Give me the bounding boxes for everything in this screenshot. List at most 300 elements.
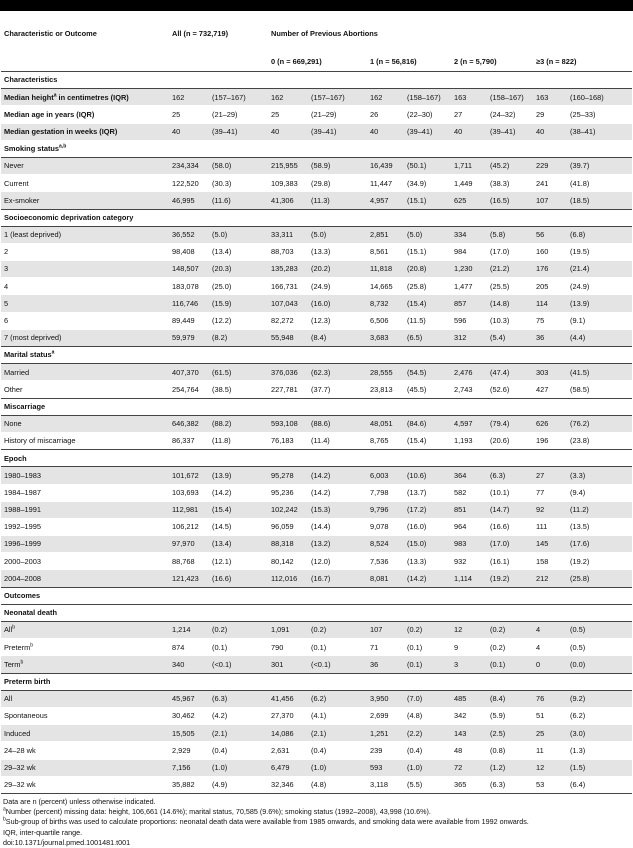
- percent-cell: (0.4): [209, 742, 268, 759]
- percent-cell: (11.8): [209, 432, 268, 449]
- percent-cell: (2.5): [487, 725, 533, 742]
- count-cell: 40: [268, 123, 308, 140]
- count-cell: 4: [533, 639, 567, 656]
- percent-cell: (5.8): [487, 226, 533, 243]
- count-cell: 143: [451, 725, 487, 742]
- percent-cell: (14.7): [487, 501, 533, 518]
- percent-cell: (17.2): [404, 501, 451, 518]
- percent-cell: (<0.1): [209, 656, 268, 673]
- percent-cell: (39–41): [404, 123, 451, 140]
- count-cell: 101,672: [169, 467, 209, 484]
- row-label-text: 6: [4, 316, 9, 326]
- count-cell: 163: [451, 89, 487, 106]
- percent-cell: (0.2): [308, 622, 367, 639]
- count-cell: 36,552: [169, 226, 209, 243]
- count-cell: 6,003: [367, 467, 404, 484]
- row-label: [1, 467, 169, 484]
- row-label-text: 2004–2008: [4, 573, 41, 583]
- footnotes: [0, 794, 633, 848]
- table-row: [1, 261, 632, 278]
- footnote-marker: a,b: [59, 143, 67, 150]
- count-cell: 35,882: [169, 776, 209, 793]
- table-row: [1, 175, 632, 192]
- count-cell: 8,765: [367, 432, 404, 449]
- count-cell: 229: [533, 157, 567, 174]
- row-label-text: Married: [4, 367, 30, 377]
- section-label: Preterm birth: [4, 676, 51, 686]
- percent-cell: (22–30): [404, 106, 451, 123]
- percent-cell: (6.3): [487, 467, 533, 484]
- percent-cell: (0.2): [487, 622, 533, 639]
- table-row: [1, 226, 632, 243]
- count-cell: 77: [533, 484, 567, 501]
- percent-cell: (2.1): [209, 725, 268, 742]
- footnote-marker: a: [53, 92, 57, 99]
- header-characteristic: Characteristic or Outcome: [4, 29, 97, 39]
- percent-cell: (50.1): [404, 157, 451, 174]
- percent-cell: (1.3): [567, 742, 632, 759]
- percent-cell: (6.5): [404, 329, 451, 346]
- count-cell: 102,242: [268, 501, 308, 518]
- count-cell: 301: [268, 656, 308, 673]
- count-cell: 874: [169, 639, 209, 656]
- count-cell: 107: [533, 192, 567, 209]
- section-title: [1, 72, 632, 89]
- percent-cell: (11.5): [404, 312, 451, 329]
- section-row: [1, 673, 632, 690]
- percent-cell: (16.0): [308, 295, 367, 312]
- table-row: [1, 432, 632, 449]
- row-label-text: Current: [4, 178, 29, 188]
- count-cell: 964: [451, 518, 487, 535]
- table-row: [1, 536, 632, 553]
- count-cell: 2,699: [367, 707, 404, 724]
- row-label-text: 2: [4, 247, 9, 257]
- percent-cell: (19.2): [567, 553, 632, 570]
- count-cell: 112,016: [268, 570, 308, 587]
- row-label: [1, 192, 169, 209]
- percent-cell: (15.0): [404, 536, 451, 553]
- percent-cell: (4.8): [308, 776, 367, 793]
- table-row: [1, 157, 632, 174]
- percent-cell: (17.6): [567, 536, 632, 553]
- count-cell: 9: [451, 639, 487, 656]
- percent-cell: (1.0): [308, 759, 367, 776]
- count-cell: 984: [451, 243, 487, 260]
- row-label: [1, 89, 169, 106]
- percent-cell: (<0.1): [308, 656, 367, 673]
- count-cell: 1,193: [451, 432, 487, 449]
- percent-cell: (0.0): [567, 656, 632, 673]
- percent-cell: (17.0): [487, 243, 533, 260]
- count-cell: 166,731: [268, 278, 308, 295]
- count-cell: 14,086: [268, 725, 308, 742]
- count-cell: 342: [451, 707, 487, 724]
- footnote-marker: a: [3, 806, 6, 813]
- row-label: [1, 364, 169, 381]
- percent-cell: (11.4): [308, 432, 367, 449]
- count-cell: 27: [533, 467, 567, 484]
- percent-cell: (58.5): [567, 381, 632, 398]
- count-cell: 596: [451, 312, 487, 329]
- percent-cell: (62.3): [308, 364, 367, 381]
- count-cell: 176: [533, 261, 567, 278]
- count-cell: 92: [533, 501, 567, 518]
- count-cell: 2,929: [169, 742, 209, 759]
- footnote: [3, 817, 630, 827]
- table-row: [1, 295, 632, 312]
- section-title: [1, 604, 632, 621]
- percent-cell: (13.9): [567, 295, 632, 312]
- percent-cell: (5.0): [404, 226, 451, 243]
- count-cell: 646,382: [169, 415, 209, 432]
- section-row: [1, 450, 632, 467]
- percent-cell: (19.2): [487, 570, 533, 587]
- count-cell: 3,118: [367, 776, 404, 793]
- percent-cell: (25.5): [487, 278, 533, 295]
- percent-cell: (84.6): [404, 415, 451, 432]
- count-cell: 1,091: [268, 622, 308, 639]
- section-row: [1, 209, 632, 226]
- percent-cell: (12.0): [308, 553, 367, 570]
- percent-cell: (16.5): [487, 192, 533, 209]
- percent-cell: (10.3): [487, 312, 533, 329]
- percent-cell: (0.5): [567, 639, 632, 656]
- percent-cell: (4.2): [209, 707, 268, 724]
- table-row: [1, 381, 632, 398]
- count-cell: 40: [367, 123, 404, 140]
- percent-cell: (25–33): [567, 106, 632, 123]
- percent-cell: (15.9): [209, 295, 268, 312]
- percent-cell: (0.1): [209, 639, 268, 656]
- count-cell: 790: [268, 639, 308, 656]
- count-cell: 6,506: [367, 312, 404, 329]
- data-table: [1, 11, 632, 794]
- count-cell: 114: [533, 295, 567, 312]
- count-cell: 625: [451, 192, 487, 209]
- percent-cell: (4.4): [567, 329, 632, 346]
- count-cell: 183,078: [169, 278, 209, 295]
- percent-cell: (61.5): [209, 364, 268, 381]
- count-cell: 160: [533, 243, 567, 260]
- count-cell: 55,948: [268, 329, 308, 346]
- count-cell: 12: [451, 622, 487, 639]
- percent-cell: (160–168): [567, 89, 632, 106]
- percent-cell: (0.2): [209, 622, 268, 639]
- row-label: [1, 415, 169, 432]
- count-cell: 29: [533, 106, 567, 123]
- row-label: [1, 175, 169, 192]
- percent-cell: (13.3): [404, 553, 451, 570]
- count-cell: 2,631: [268, 742, 308, 759]
- row-label: [1, 759, 169, 776]
- percent-cell: (20.2): [308, 261, 367, 278]
- count-cell: 3,683: [367, 329, 404, 346]
- percent-cell: (41.8): [567, 175, 632, 192]
- count-cell: 9,078: [367, 518, 404, 535]
- count-cell: 1,251: [367, 725, 404, 742]
- percent-cell: (13.7): [404, 484, 451, 501]
- section-row: [1, 72, 632, 89]
- count-cell: 45,967: [169, 690, 209, 707]
- percent-cell: (16.7): [308, 570, 367, 587]
- count-cell: 95,236: [268, 484, 308, 501]
- header-spacer: [169, 53, 268, 72]
- count-cell: 1,230: [451, 261, 487, 278]
- percent-cell: (79.4): [487, 415, 533, 432]
- count-cell: 145: [533, 536, 567, 553]
- row-label: [1, 776, 169, 793]
- count-cell: 1,214: [169, 622, 209, 639]
- percent-cell: (8.4): [487, 690, 533, 707]
- row-label-text: Term: [4, 659, 21, 669]
- percent-cell: (5.5): [404, 776, 451, 793]
- count-cell: 2,743: [451, 381, 487, 398]
- percent-cell: (15.1): [404, 243, 451, 260]
- percent-cell: (13.4): [209, 243, 268, 260]
- count-cell: 485: [451, 690, 487, 707]
- percent-cell: (54.5): [404, 364, 451, 381]
- row-label-text: All: [4, 625, 13, 635]
- count-cell: 96,059: [268, 518, 308, 535]
- percent-cell: (34.9): [404, 175, 451, 192]
- count-cell: 163: [533, 89, 567, 106]
- footnote-text: IQR, inter-quartile range.: [3, 827, 83, 837]
- count-cell: 112,981: [169, 501, 209, 518]
- count-cell: 215,955: [268, 157, 308, 174]
- section-label: Neonatal death: [4, 608, 57, 618]
- count-cell: 7,156: [169, 759, 209, 776]
- count-cell: 1,477: [451, 278, 487, 295]
- row-label: [1, 123, 169, 140]
- row-label: [1, 725, 169, 742]
- count-cell: 32,346: [268, 776, 308, 793]
- percent-cell: (3.3): [567, 467, 632, 484]
- count-cell: 41,306: [268, 192, 308, 209]
- table-row: [1, 106, 632, 123]
- percent-cell: (157–167): [308, 89, 367, 106]
- count-cell: 97,970: [169, 536, 209, 553]
- count-cell: 11,447: [367, 175, 404, 192]
- percent-cell: (13.4): [209, 536, 268, 553]
- count-cell: 11: [533, 742, 567, 759]
- percent-cell: (1.2): [487, 759, 533, 776]
- count-cell: 227,781: [268, 381, 308, 398]
- count-cell: 23,813: [367, 381, 404, 398]
- percent-cell: (9.1): [567, 312, 632, 329]
- percent-cell: (1.0): [209, 759, 268, 776]
- section-label: Outcomes: [4, 591, 41, 601]
- percent-cell: (15.1): [404, 192, 451, 209]
- percent-cell: (20.3): [209, 261, 268, 278]
- count-cell: 9,796: [367, 501, 404, 518]
- section-row: [1, 140, 632, 157]
- percent-cell: (15.3): [308, 501, 367, 518]
- header-spacer: [1, 53, 169, 72]
- count-cell: 95,278: [268, 467, 308, 484]
- count-cell: 407,370: [169, 364, 209, 381]
- percent-cell: (6.3): [487, 776, 533, 793]
- row-label-text: Never: [4, 161, 24, 171]
- percent-cell: (158–167): [404, 89, 451, 106]
- count-cell: 30,462: [169, 707, 209, 724]
- footnote-text: Number (percent) missing data: height, 106,661 (14.6%); marital status, 70,585 (9.6%); smoking status (1992–2008), 43,998 (10.6%).: [5, 807, 431, 817]
- count-cell: 8,524: [367, 536, 404, 553]
- table-row: [1, 725, 632, 742]
- row-label-text: Other: [4, 384, 23, 394]
- count-cell: 33,311: [268, 226, 308, 243]
- footnote-marker: b: [20, 659, 24, 666]
- percent-cell: (0.8): [487, 742, 533, 759]
- count-cell: 241: [533, 175, 567, 192]
- section-title: [1, 587, 632, 604]
- percent-cell: (21–29): [209, 106, 268, 123]
- count-cell: 593,108: [268, 415, 308, 432]
- row-label: [1, 329, 169, 346]
- count-cell: 27,370: [268, 707, 308, 724]
- row-label: [1, 226, 169, 243]
- footnote-marker: b: [3, 816, 6, 823]
- footnote: [3, 797, 630, 807]
- table-row: [1, 312, 632, 329]
- count-cell: 254,764: [169, 381, 209, 398]
- count-cell: 857: [451, 295, 487, 312]
- percent-cell: (11.3): [308, 192, 367, 209]
- count-cell: 340: [169, 656, 209, 673]
- percent-cell: (6.2): [308, 690, 367, 707]
- footnote: [3, 828, 630, 838]
- count-cell: 103,693: [169, 484, 209, 501]
- percent-cell: (3.0): [567, 725, 632, 742]
- count-cell: 364: [451, 467, 487, 484]
- row-label-text: 29–32 wk: [4, 780, 36, 790]
- row-label: [1, 570, 169, 587]
- count-cell: 162: [169, 89, 209, 106]
- percent-cell: (2.1): [308, 725, 367, 742]
- count-cell: 27: [451, 106, 487, 123]
- percent-cell: (16.6): [487, 518, 533, 535]
- footnote: [3, 807, 630, 817]
- percent-cell: (17.0): [487, 536, 533, 553]
- count-cell: 109,383: [268, 175, 308, 192]
- count-cell: 593: [367, 759, 404, 776]
- count-cell: 40: [533, 123, 567, 140]
- row-label: [1, 295, 169, 312]
- count-cell: 158: [533, 553, 567, 570]
- percent-cell: (14.2): [404, 570, 451, 587]
- row-label-text: All: [4, 694, 13, 704]
- percent-cell: (47.4): [487, 364, 533, 381]
- percent-cell: (13.9): [209, 467, 268, 484]
- section-label: Marital status: [4, 350, 52, 360]
- row-label-text: 3: [4, 264, 9, 274]
- footnote-text: Sub-group of births was used to calculate proportions: neonatal death data were available from 1985 onwards, and smoking data were available from 1992 onwards.: [5, 817, 529, 827]
- row-label-text: Ex-smoker: [4, 195, 40, 205]
- percent-cell: (29.8): [308, 175, 367, 192]
- header-group-3plus: ≥3 (n = 822): [533, 53, 632, 72]
- count-cell: 932: [451, 553, 487, 570]
- percent-cell: (12.3): [308, 312, 367, 329]
- count-cell: 26: [367, 106, 404, 123]
- count-cell: 107: [367, 622, 404, 639]
- percent-cell: (12.2): [209, 312, 268, 329]
- table-row: [1, 89, 632, 106]
- row-label-text: 24–28 wk: [4, 745, 36, 755]
- row-label: [1, 432, 169, 449]
- count-cell: 53: [533, 776, 567, 793]
- count-cell: 1,114: [451, 570, 487, 587]
- percent-cell: (24.9): [567, 278, 632, 295]
- count-cell: 16,439: [367, 157, 404, 174]
- count-cell: 106,212: [169, 518, 209, 535]
- percent-cell: (21–29): [308, 106, 367, 123]
- table-row: [1, 707, 632, 724]
- count-cell: 1,711: [451, 157, 487, 174]
- count-cell: 41,456: [268, 690, 308, 707]
- section-label: Miscarriage: [4, 401, 46, 411]
- percent-cell: (20.8): [404, 261, 451, 278]
- percent-cell: (0.4): [308, 742, 367, 759]
- percent-cell: (18.5): [567, 192, 632, 209]
- section-title: [1, 347, 632, 364]
- row-label: [1, 278, 169, 295]
- count-cell: 626: [533, 415, 567, 432]
- table-row: [1, 553, 632, 570]
- footnote-text: Data are n (percent) unless otherwise indicated.: [3, 796, 156, 806]
- count-cell: 40: [451, 123, 487, 140]
- row-label: [1, 690, 169, 707]
- percent-cell: (14.4): [308, 518, 367, 535]
- row-label: [1, 484, 169, 501]
- count-cell: 88,703: [268, 243, 308, 260]
- header-previous-abortions: Number of Previous Abortions: [271, 29, 378, 39]
- count-cell: 111: [533, 518, 567, 535]
- count-cell: 334: [451, 226, 487, 243]
- count-cell: 86,337: [169, 432, 209, 449]
- row-label-text: 1984–1987: [4, 487, 41, 497]
- percent-cell: (11.6): [209, 192, 268, 209]
- percent-cell: (10.6): [404, 467, 451, 484]
- row-label: [1, 622, 169, 639]
- section-title: [1, 398, 632, 415]
- percent-cell: (14.2): [308, 467, 367, 484]
- percent-cell: (9.2): [567, 690, 632, 707]
- count-cell: 6,479: [268, 759, 308, 776]
- percent-cell: (0.1): [487, 656, 533, 673]
- percent-cell: (6.3): [209, 690, 268, 707]
- count-cell: 582: [451, 484, 487, 501]
- percent-cell: (37.7): [308, 381, 367, 398]
- row-label: [1, 707, 169, 724]
- count-cell: 12: [533, 759, 567, 776]
- section-label: Characteristics: [4, 75, 58, 85]
- percent-cell: (45.5): [404, 381, 451, 398]
- count-cell: 48,051: [367, 415, 404, 432]
- row-label: [1, 243, 169, 260]
- percent-cell: (38.5): [209, 381, 268, 398]
- count-cell: 46,995: [169, 192, 209, 209]
- percent-cell: (13.2): [308, 536, 367, 553]
- table-row: [1, 192, 632, 209]
- table-body: [1, 72, 632, 794]
- row-label-text: 29–32 wk: [4, 762, 36, 772]
- footnote-marker: b: [30, 642, 34, 649]
- count-cell: 25: [533, 725, 567, 742]
- footnote-text: doi:10.1371/journal.pmed.1001481.t001: [3, 837, 131, 847]
- percent-cell: (11.2): [567, 501, 632, 518]
- percent-cell: (58.0): [209, 157, 268, 174]
- count-cell: 376,036: [268, 364, 308, 381]
